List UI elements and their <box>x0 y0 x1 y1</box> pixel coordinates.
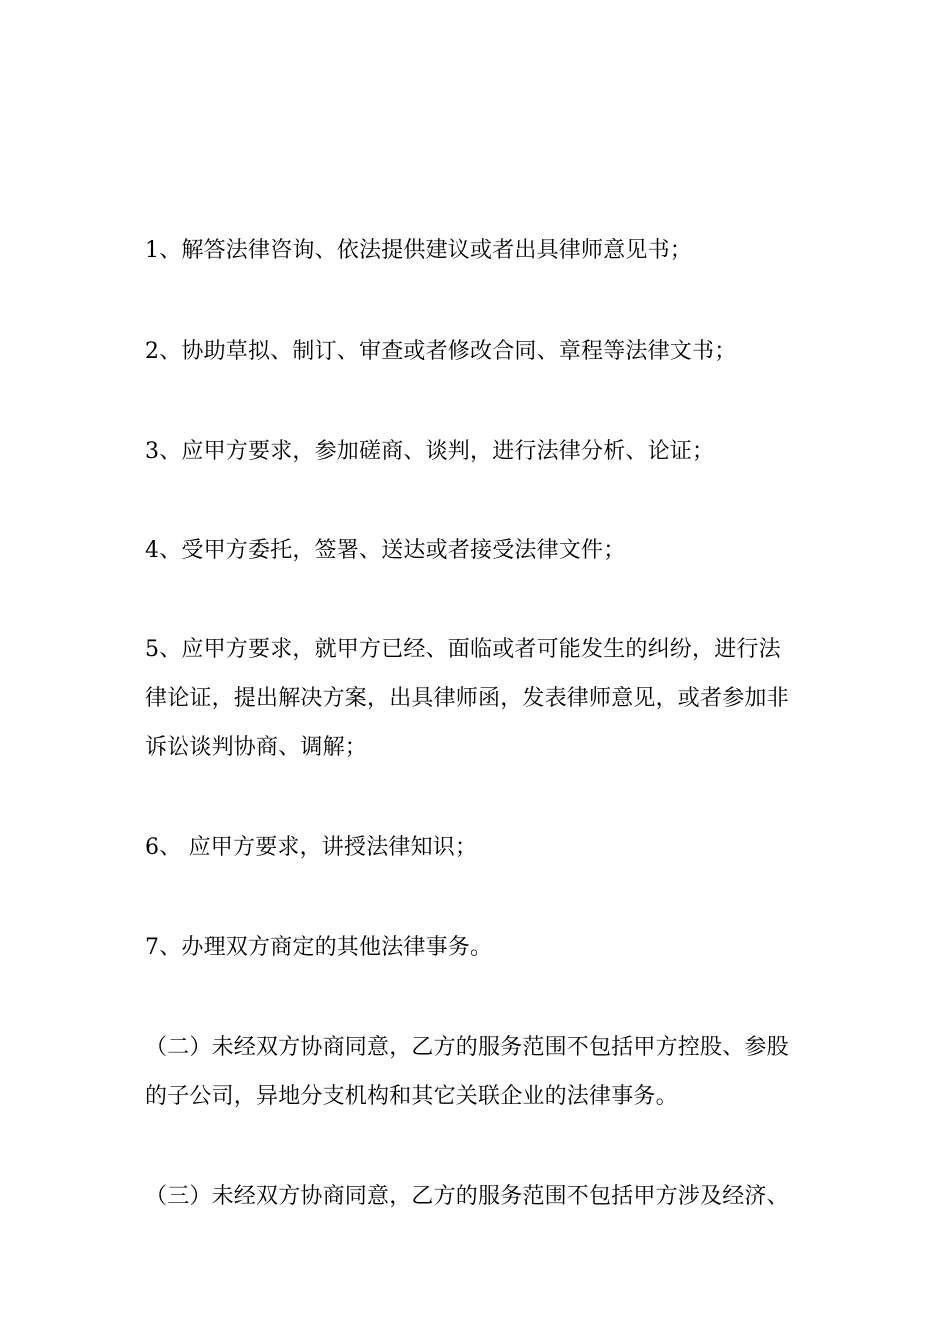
paragraph-item-1: 1、解答法律咨询、依法提供建议或者出具律师意见书； <box>145 238 692 263</box>
paragraph-item-5-line-3: 诉讼谈判协商、调解； <box>145 735 368 760</box>
paragraph-item-4: 4、受甲方委托，签署、送达或者接受法律文件； <box>145 538 626 563</box>
paragraph-item-5-line-2: 律论证，提出解决方案，出具律师函，发表律师意见，或者参加非 <box>145 686 789 711</box>
paragraph-section-2-line-2: 的子公司，异地分支机构和其它关联企业的法律事务。 <box>145 1084 678 1109</box>
paragraph-item-6: 6、 应甲方要求，讲授法律知识； <box>145 835 478 860</box>
paragraph-section-2-line-1: （二）未经双方协商同意，乙方的服务范围不包括甲方控股、参股 <box>145 1035 789 1060</box>
paragraph-section-3-line-1: （三）未经双方协商同意，乙方的服务范围不包括甲方涉及经济、 <box>145 1184 789 1209</box>
paragraph-item-2: 2、协助草拟、制订、审查或者修改合同、章程等法律文书； <box>145 339 737 364</box>
paragraph-item-7: 7、办理双方商定的其他法律事务。 <box>145 935 493 960</box>
paragraph-item-3: 3、应甲方要求，参加磋商、谈判，进行法律分析、论证； <box>145 439 715 464</box>
paragraph-item-5-line-1: 5、应甲方要求，就甲方已经、面临或者可能发生的纠纷，进行法 <box>145 637 781 662</box>
